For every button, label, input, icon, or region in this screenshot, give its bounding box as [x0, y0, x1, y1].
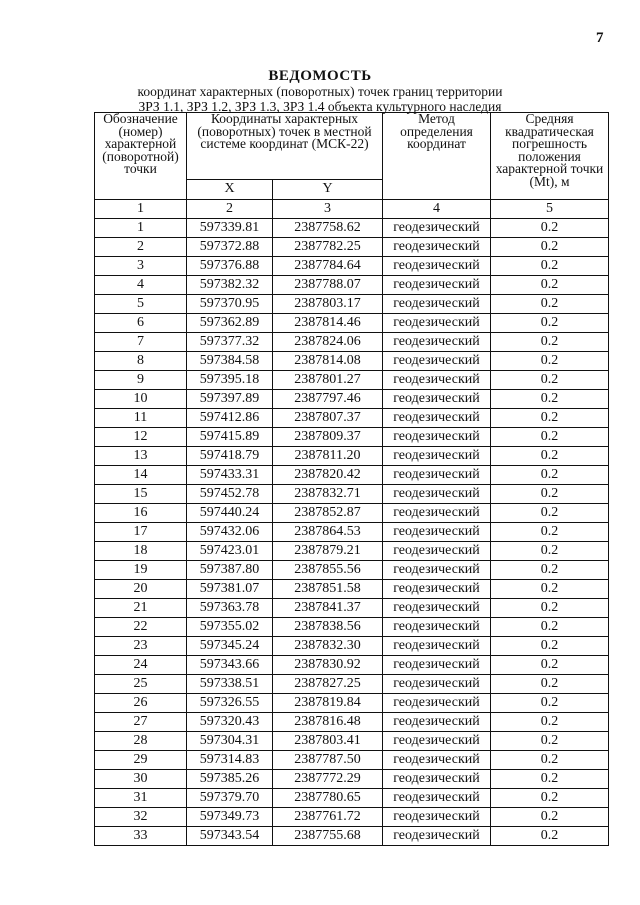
point-number-cell: 24: [95, 656, 187, 675]
y-coordinate-cell: 2387832.30: [273, 637, 383, 656]
method-cell: геодезический: [383, 409, 491, 428]
subtitle-line-2: ЗРЗ 1.1, ЗРЗ 1.2, ЗРЗ 1.3, ЗРЗ 1.4 объекта культурного наследия: [138, 99, 502, 114]
table-row: [95, 466, 609, 485]
point-number-cell: 15: [95, 485, 187, 504]
subtitle-line-1: координат характерных (поворотных) точек границ территории: [137, 84, 503, 99]
x-coordinate-cell: 597343.54: [187, 827, 273, 846]
x-coordinate-cell: 597377.32: [187, 333, 273, 352]
point-number-cell: 32: [95, 808, 187, 827]
point-number-cell: 30: [95, 770, 187, 789]
error-cell: 0.2: [491, 637, 609, 656]
point-number-cell: 33: [95, 827, 187, 846]
method-cell: геодезический: [383, 789, 491, 808]
table-row: [95, 485, 609, 504]
table-row: [95, 333, 609, 352]
point-number-cell: 13: [95, 447, 187, 466]
error-cell: 0.2: [491, 580, 609, 599]
y-coordinate-cell: 2387780.65: [273, 789, 383, 808]
error-cell: 0.2: [491, 751, 609, 770]
x-coordinate-cell: 597415.89: [187, 428, 273, 447]
method-cell: геодезический: [383, 808, 491, 827]
point-number-cell: 11: [95, 409, 187, 428]
x-coordinate-cell: 597423.01: [187, 542, 273, 561]
error-cell: 0.2: [491, 618, 609, 637]
method-cell: геодезический: [383, 504, 491, 523]
point-number-cell: 16: [95, 504, 187, 523]
error-cell: 0.2: [491, 447, 609, 466]
x-coordinate-cell: 597326.55: [187, 694, 273, 713]
x-coordinate-cell: 597362.89: [187, 314, 273, 333]
error-cell: 0.2: [491, 219, 609, 238]
method-cell: геодезический: [383, 694, 491, 713]
table-row: [95, 504, 609, 523]
y-coordinate-cell: 2387784.64: [273, 257, 383, 276]
point-number-cell: 2: [95, 238, 187, 257]
table-row: [95, 257, 609, 276]
point-number-cell: 19: [95, 561, 187, 580]
point-number-cell: 28: [95, 732, 187, 751]
x-coordinate-cell: 597440.24: [187, 504, 273, 523]
table-row: [95, 694, 609, 713]
page-number: 7: [596, 30, 604, 46]
table-row: [95, 808, 609, 827]
point-number-cell: 23: [95, 637, 187, 656]
method-cell: геодезический: [383, 637, 491, 656]
method-cell: геодезический: [383, 618, 491, 637]
point-number-cell: 20: [95, 580, 187, 599]
x-coordinate-cell: 597387.80: [187, 561, 273, 580]
y-coordinate-cell: 2387782.25: [273, 238, 383, 257]
method-cell: геодезический: [383, 238, 491, 257]
x-coordinate-cell: 597320.43: [187, 713, 273, 732]
table-row: [95, 675, 609, 694]
table-row: [95, 827, 609, 846]
method-cell: геодезический: [383, 542, 491, 561]
method-cell: геодезический: [383, 751, 491, 770]
table-row: [95, 580, 609, 599]
y-coordinate-cell: 2387832.71: [273, 485, 383, 504]
y-coordinate-cell: 2387819.84: [273, 694, 383, 713]
y-coordinate-cell: 2387801.27: [273, 371, 383, 390]
method-cell: геодезический: [383, 428, 491, 447]
table-row: [95, 523, 609, 542]
table-row: [95, 656, 609, 675]
error-cell: 0.2: [491, 371, 609, 390]
table-row: [95, 390, 609, 409]
x-coordinate-cell: 597372.88: [187, 238, 273, 257]
table-row: [95, 409, 609, 428]
error-cell: 0.2: [491, 314, 609, 333]
table-row: [95, 789, 609, 808]
y-coordinate-cell: 2387879.21: [273, 542, 383, 561]
document-subtitle: [80, 84, 560, 114]
point-number-cell: 31: [95, 789, 187, 808]
point-number-cell: 7: [95, 333, 187, 352]
y-coordinate-cell: 2387803.41: [273, 732, 383, 751]
point-number-cell: 1: [95, 219, 187, 238]
table-row: [95, 447, 609, 466]
point-number-header: Обозначение (номер) характерной (поворотной) точки: [95, 113, 187, 200]
error-cell: 0.2: [491, 428, 609, 447]
column-number: 2: [187, 200, 273, 219]
table-header-row: [95, 113, 609, 180]
table-row: [95, 561, 609, 580]
y-coordinate-cell: 2387761.72: [273, 808, 383, 827]
error-header: Средняя квадратическая погрешность положения характерной точки (Mt), м: [491, 113, 609, 200]
table-row: [95, 295, 609, 314]
column-number: 1: [95, 200, 187, 219]
x-coordinate-cell: 597384.58: [187, 352, 273, 371]
method-cell: геодезический: [383, 561, 491, 580]
y-coordinate-cell: 2387852.87: [273, 504, 383, 523]
point-number-cell: 9: [95, 371, 187, 390]
method-cell: геодезический: [383, 257, 491, 276]
point-number-cell: 14: [95, 466, 187, 485]
table-row: [95, 732, 609, 751]
x-coordinate-cell: 597433.31: [187, 466, 273, 485]
x-coordinate-cell: 597412.86: [187, 409, 273, 428]
coordinates-table: [94, 112, 609, 846]
method-cell: геодезический: [383, 599, 491, 618]
document-title: ВЕДОМОСТЬ: [268, 68, 372, 84]
error-cell: 0.2: [491, 238, 609, 257]
table-row: [95, 428, 609, 447]
error-cell: 0.2: [491, 808, 609, 827]
column-number: 3: [273, 200, 383, 219]
y-coordinate-cell: 2387827.25: [273, 675, 383, 694]
y-coordinate-cell: 2387758.62: [273, 219, 383, 238]
x-coordinate-cell: 597395.18: [187, 371, 273, 390]
method-cell: геодезический: [383, 713, 491, 732]
y-coordinate-cell: 2387772.29: [273, 770, 383, 789]
y-coordinate-cell: 2387838.56: [273, 618, 383, 637]
y-coordinate-cell: 2387811.20: [273, 447, 383, 466]
table-row: [95, 352, 609, 371]
method-cell: геодезический: [383, 580, 491, 599]
point-number-cell: 12: [95, 428, 187, 447]
method-cell: геодезический: [383, 219, 491, 238]
error-cell: 0.2: [491, 504, 609, 523]
error-cell: 0.2: [491, 523, 609, 542]
method-cell: геодезический: [383, 314, 491, 333]
y-coordinate-cell: 2387807.37: [273, 409, 383, 428]
table-row: [95, 542, 609, 561]
point-number-cell: 6: [95, 314, 187, 333]
table-row: [95, 599, 609, 618]
method-header: Метод определения координат: [383, 113, 491, 200]
x-coordinate-cell: 597376.88: [187, 257, 273, 276]
y-coordinate-cell: 2387809.37: [273, 428, 383, 447]
error-cell: 0.2: [491, 694, 609, 713]
error-cell: 0.2: [491, 276, 609, 295]
table-row: [95, 314, 609, 333]
y-coordinate-cell: 2387816.48: [273, 713, 383, 732]
method-cell: геодезический: [383, 466, 491, 485]
method-cell: геодезический: [383, 371, 491, 390]
y-coordinate-cell: 2387787.50: [273, 751, 383, 770]
error-cell: 0.2: [491, 409, 609, 428]
x-coordinate-cell: 597379.70: [187, 789, 273, 808]
error-cell: 0.2: [491, 333, 609, 352]
x-coordinate-cell: 597397.89: [187, 390, 273, 409]
error-cell: 0.2: [491, 656, 609, 675]
y-coordinate-cell: 2387755.68: [273, 827, 383, 846]
y-coordinate-cell: 2387814.08: [273, 352, 383, 371]
table-row: [95, 276, 609, 295]
method-cell: геодезический: [383, 276, 491, 295]
column-numbers-row: [95, 200, 609, 219]
point-number-cell: 8: [95, 352, 187, 371]
coordinates-header: Координаты характерных (поворотных) точек в местной системе координат (МСК-22): [187, 113, 383, 180]
x-coordinate-cell: 597304.31: [187, 732, 273, 751]
method-cell: геодезический: [383, 770, 491, 789]
y-coordinate-cell: 2387855.56: [273, 561, 383, 580]
error-cell: 0.2: [491, 713, 609, 732]
y-header: Y: [273, 180, 383, 200]
table-row: [95, 770, 609, 789]
column-number: 4: [383, 200, 491, 219]
x-header: X: [187, 180, 273, 200]
method-cell: геодезический: [383, 656, 491, 675]
point-number-cell: 17: [95, 523, 187, 542]
error-cell: 0.2: [491, 352, 609, 371]
error-cell: 0.2: [491, 466, 609, 485]
point-number-cell: 3: [95, 257, 187, 276]
point-number-cell: 18: [95, 542, 187, 561]
method-cell: геодезический: [383, 295, 491, 314]
table-row: [95, 751, 609, 770]
y-coordinate-cell: 2387803.17: [273, 295, 383, 314]
x-coordinate-cell: 597381.07: [187, 580, 273, 599]
x-coordinate-cell: 597385.26: [187, 770, 273, 789]
y-coordinate-cell: 2387814.46: [273, 314, 383, 333]
error-cell: 0.2: [491, 561, 609, 580]
point-number-cell: 26: [95, 694, 187, 713]
y-coordinate-cell: 2387830.92: [273, 656, 383, 675]
point-number-cell: 10: [95, 390, 187, 409]
method-cell: геодезический: [383, 333, 491, 352]
x-coordinate-cell: 597314.83: [187, 751, 273, 770]
x-coordinate-cell: 597338.51: [187, 675, 273, 694]
x-coordinate-cell: 597432.06: [187, 523, 273, 542]
point-number-cell: 21: [95, 599, 187, 618]
y-coordinate-cell: 2387851.58: [273, 580, 383, 599]
error-cell: 0.2: [491, 789, 609, 808]
table-body: [95, 219, 609, 846]
method-cell: геодезический: [383, 352, 491, 371]
error-cell: 0.2: [491, 675, 609, 694]
point-number-cell: 5: [95, 295, 187, 314]
error-cell: 0.2: [491, 257, 609, 276]
error-cell: 0.2: [491, 390, 609, 409]
method-cell: геодезический: [383, 732, 491, 751]
table-row: [95, 637, 609, 656]
point-number-cell: 27: [95, 713, 187, 732]
point-number-cell: 25: [95, 675, 187, 694]
method-cell: геодезический: [383, 523, 491, 542]
method-cell: геодезический: [383, 390, 491, 409]
method-cell: геодезический: [383, 827, 491, 846]
error-cell: 0.2: [491, 542, 609, 561]
y-coordinate-cell: 2387797.46: [273, 390, 383, 409]
x-coordinate-cell: 597382.32: [187, 276, 273, 295]
error-cell: 0.2: [491, 599, 609, 618]
x-coordinate-cell: 597349.73: [187, 808, 273, 827]
error-cell: 0.2: [491, 732, 609, 751]
y-coordinate-cell: 2387841.37: [273, 599, 383, 618]
method-cell: геодезический: [383, 447, 491, 466]
x-coordinate-cell: 597343.66: [187, 656, 273, 675]
point-number-cell: 4: [95, 276, 187, 295]
x-coordinate-cell: 597370.95: [187, 295, 273, 314]
method-cell: геодезический: [383, 485, 491, 504]
error-cell: 0.2: [491, 770, 609, 789]
error-cell: 0.2: [491, 485, 609, 504]
table-row: [95, 238, 609, 257]
point-number-cell: 29: [95, 751, 187, 770]
x-coordinate-cell: 597452.78: [187, 485, 273, 504]
point-number-cell: 22: [95, 618, 187, 637]
table-row: [95, 713, 609, 732]
x-coordinate-cell: 597363.78: [187, 599, 273, 618]
error-cell: 0.2: [491, 295, 609, 314]
y-coordinate-cell: 2387864.53: [273, 523, 383, 542]
x-coordinate-cell: 597418.79: [187, 447, 273, 466]
method-cell: геодезический: [383, 675, 491, 694]
table-row: [95, 371, 609, 390]
x-coordinate-cell: 597355.02: [187, 618, 273, 637]
x-coordinate-cell: 597339.81: [187, 219, 273, 238]
table-row: [95, 618, 609, 637]
y-coordinate-cell: 2387820.42: [273, 466, 383, 485]
y-coordinate-cell: 2387788.07: [273, 276, 383, 295]
error-cell: 0.2: [491, 827, 609, 846]
y-coordinate-cell: 2387824.06: [273, 333, 383, 352]
x-coordinate-cell: 597345.24: [187, 637, 273, 656]
column-number: 5: [491, 200, 609, 219]
table-row: [95, 219, 609, 238]
